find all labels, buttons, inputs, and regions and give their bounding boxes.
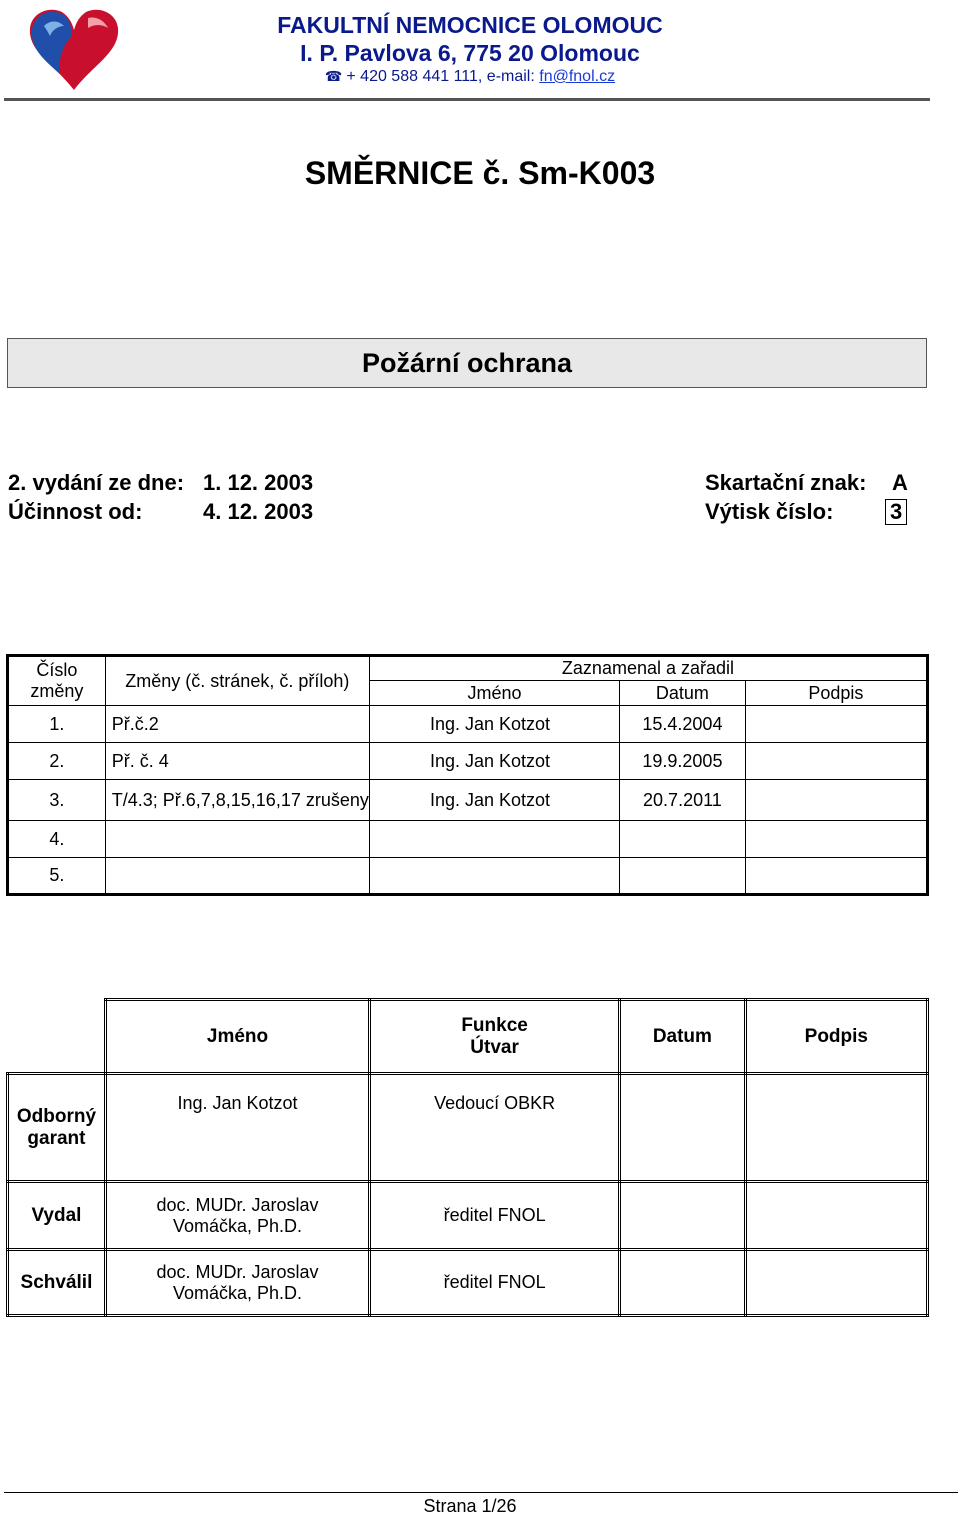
page-number: Strana 1/26 bbox=[423, 1496, 517, 1516]
approver-name: doc. MUDr. Jaroslav Vomáčka, Ph.D. bbox=[105, 1250, 369, 1316]
shred-label: Skartační znak: bbox=[705, 470, 867, 495]
approver-signature bbox=[745, 1182, 927, 1250]
institution-name: FAKULTNÍ NEMOCNICE OLOMOUC bbox=[277, 12, 663, 38]
change-number: 3. bbox=[8, 780, 106, 821]
change-date bbox=[620, 858, 746, 895]
change-pages bbox=[105, 858, 369, 895]
col-function-header bbox=[370, 1000, 620, 1074]
blank-corner bbox=[8, 1000, 106, 1074]
change-name: Ing. Jan Kotzot bbox=[369, 706, 619, 743]
col-signature-header: Podpis bbox=[745, 1000, 927, 1074]
copy-label: Výtisk číslo: bbox=[705, 499, 834, 524]
approver-function: ředitel FNOL bbox=[370, 1182, 620, 1250]
approver-signature bbox=[745, 1074, 927, 1182]
table-row bbox=[8, 1182, 928, 1250]
footer-divider bbox=[4, 1492, 958, 1493]
email-link[interactable]: fn@fnol.cz bbox=[539, 68, 616, 85]
copy-value bbox=[885, 499, 907, 525]
change-date: 20.7.2011 bbox=[620, 780, 746, 821]
effective-date: 4. 12. 2003 bbox=[203, 499, 314, 524]
edition-date: 1. 12. 2003 bbox=[203, 470, 314, 495]
document-title: SMĚRNICE č. Sm-K003 bbox=[304, 155, 656, 191]
header-divider bbox=[4, 98, 930, 101]
change-signature bbox=[745, 780, 927, 821]
approver-name: Ing. Jan Kotzot bbox=[105, 1074, 369, 1182]
role-label: Schválil bbox=[8, 1250, 106, 1316]
change-pages: Př.č.2 bbox=[105, 706, 369, 743]
change-signature bbox=[745, 821, 927, 858]
col-recorded-header: Zaznamenal a zařadil bbox=[369, 656, 927, 681]
table-row bbox=[8, 821, 928, 858]
approver-name: doc. MUDr. Jaroslav Vomáčka, Ph.D. bbox=[105, 1182, 369, 1250]
edition-label: 2. vydání ze dne: bbox=[8, 470, 185, 495]
change-date: 15.4.2004 bbox=[620, 706, 746, 743]
approver-function: ředitel FNOL bbox=[370, 1250, 620, 1316]
col-date-header: Datum bbox=[620, 1000, 746, 1074]
copy-number-box: 3 bbox=[885, 499, 907, 525]
change-name bbox=[369, 821, 619, 858]
change-signature bbox=[745, 858, 927, 895]
col-name-header: Jméno bbox=[369, 681, 619, 706]
col-date-header: Datum bbox=[620, 681, 746, 706]
approvals-table bbox=[6, 998, 929, 1317]
document-subject: Požární ochrana bbox=[7, 338, 927, 388]
table-row bbox=[8, 1250, 928, 1316]
effective-label: Účinnost od: bbox=[8, 499, 143, 524]
change-pages: Př. č. 4 bbox=[105, 743, 369, 780]
change-date bbox=[620, 821, 746, 858]
change-pages bbox=[105, 821, 369, 858]
table-row bbox=[8, 743, 928, 780]
approver-date bbox=[620, 1074, 746, 1182]
changes-table bbox=[6, 654, 929, 896]
change-number: 2. bbox=[8, 743, 106, 780]
change-date: 19.9.2005 bbox=[620, 743, 746, 780]
approver-function: Vedoucí OBKR bbox=[370, 1074, 620, 1182]
change-signature bbox=[745, 706, 927, 743]
contact-phone: + 420 588 441 111, e-mail: bbox=[346, 68, 540, 85]
change-pages: T/4.3; Př.6,7,8,15,16,17 zrušeny bbox=[105, 780, 369, 821]
institution-address: I. P. Pavlova 6, 775 20 Olomouc bbox=[300, 40, 640, 66]
change-number: 1. bbox=[8, 706, 106, 743]
table-row bbox=[8, 858, 928, 895]
table-row bbox=[8, 1074, 928, 1182]
phone-icon: ☎ bbox=[324, 68, 343, 84]
table-row bbox=[8, 706, 928, 743]
role-label: Odborný garant bbox=[8, 1074, 106, 1182]
approver-date bbox=[620, 1182, 746, 1250]
change-name: Ing. Jan Kotzot bbox=[369, 780, 619, 821]
role-label: Vydal bbox=[8, 1182, 106, 1250]
table-row bbox=[8, 780, 928, 821]
change-signature bbox=[745, 743, 927, 780]
change-number: 4. bbox=[8, 821, 106, 858]
col-name-header: Jméno bbox=[105, 1000, 369, 1074]
approver-date bbox=[620, 1250, 746, 1316]
col-function-text: Funkce Útvar bbox=[461, 1014, 528, 1058]
col-signature-header: Podpis bbox=[745, 681, 927, 706]
col-changes-header: Změny (č. stránek, č. příloh) bbox=[105, 656, 369, 706]
shred-value: A bbox=[892, 470, 908, 495]
change-name: Ing. Jan Kotzot bbox=[369, 743, 619, 780]
change-name bbox=[369, 858, 619, 895]
institution-contact bbox=[0, 68, 940, 86]
approver-signature bbox=[745, 1250, 927, 1316]
col-number-header: Číslo změny bbox=[8, 656, 106, 706]
change-number: 5. bbox=[8, 858, 106, 895]
